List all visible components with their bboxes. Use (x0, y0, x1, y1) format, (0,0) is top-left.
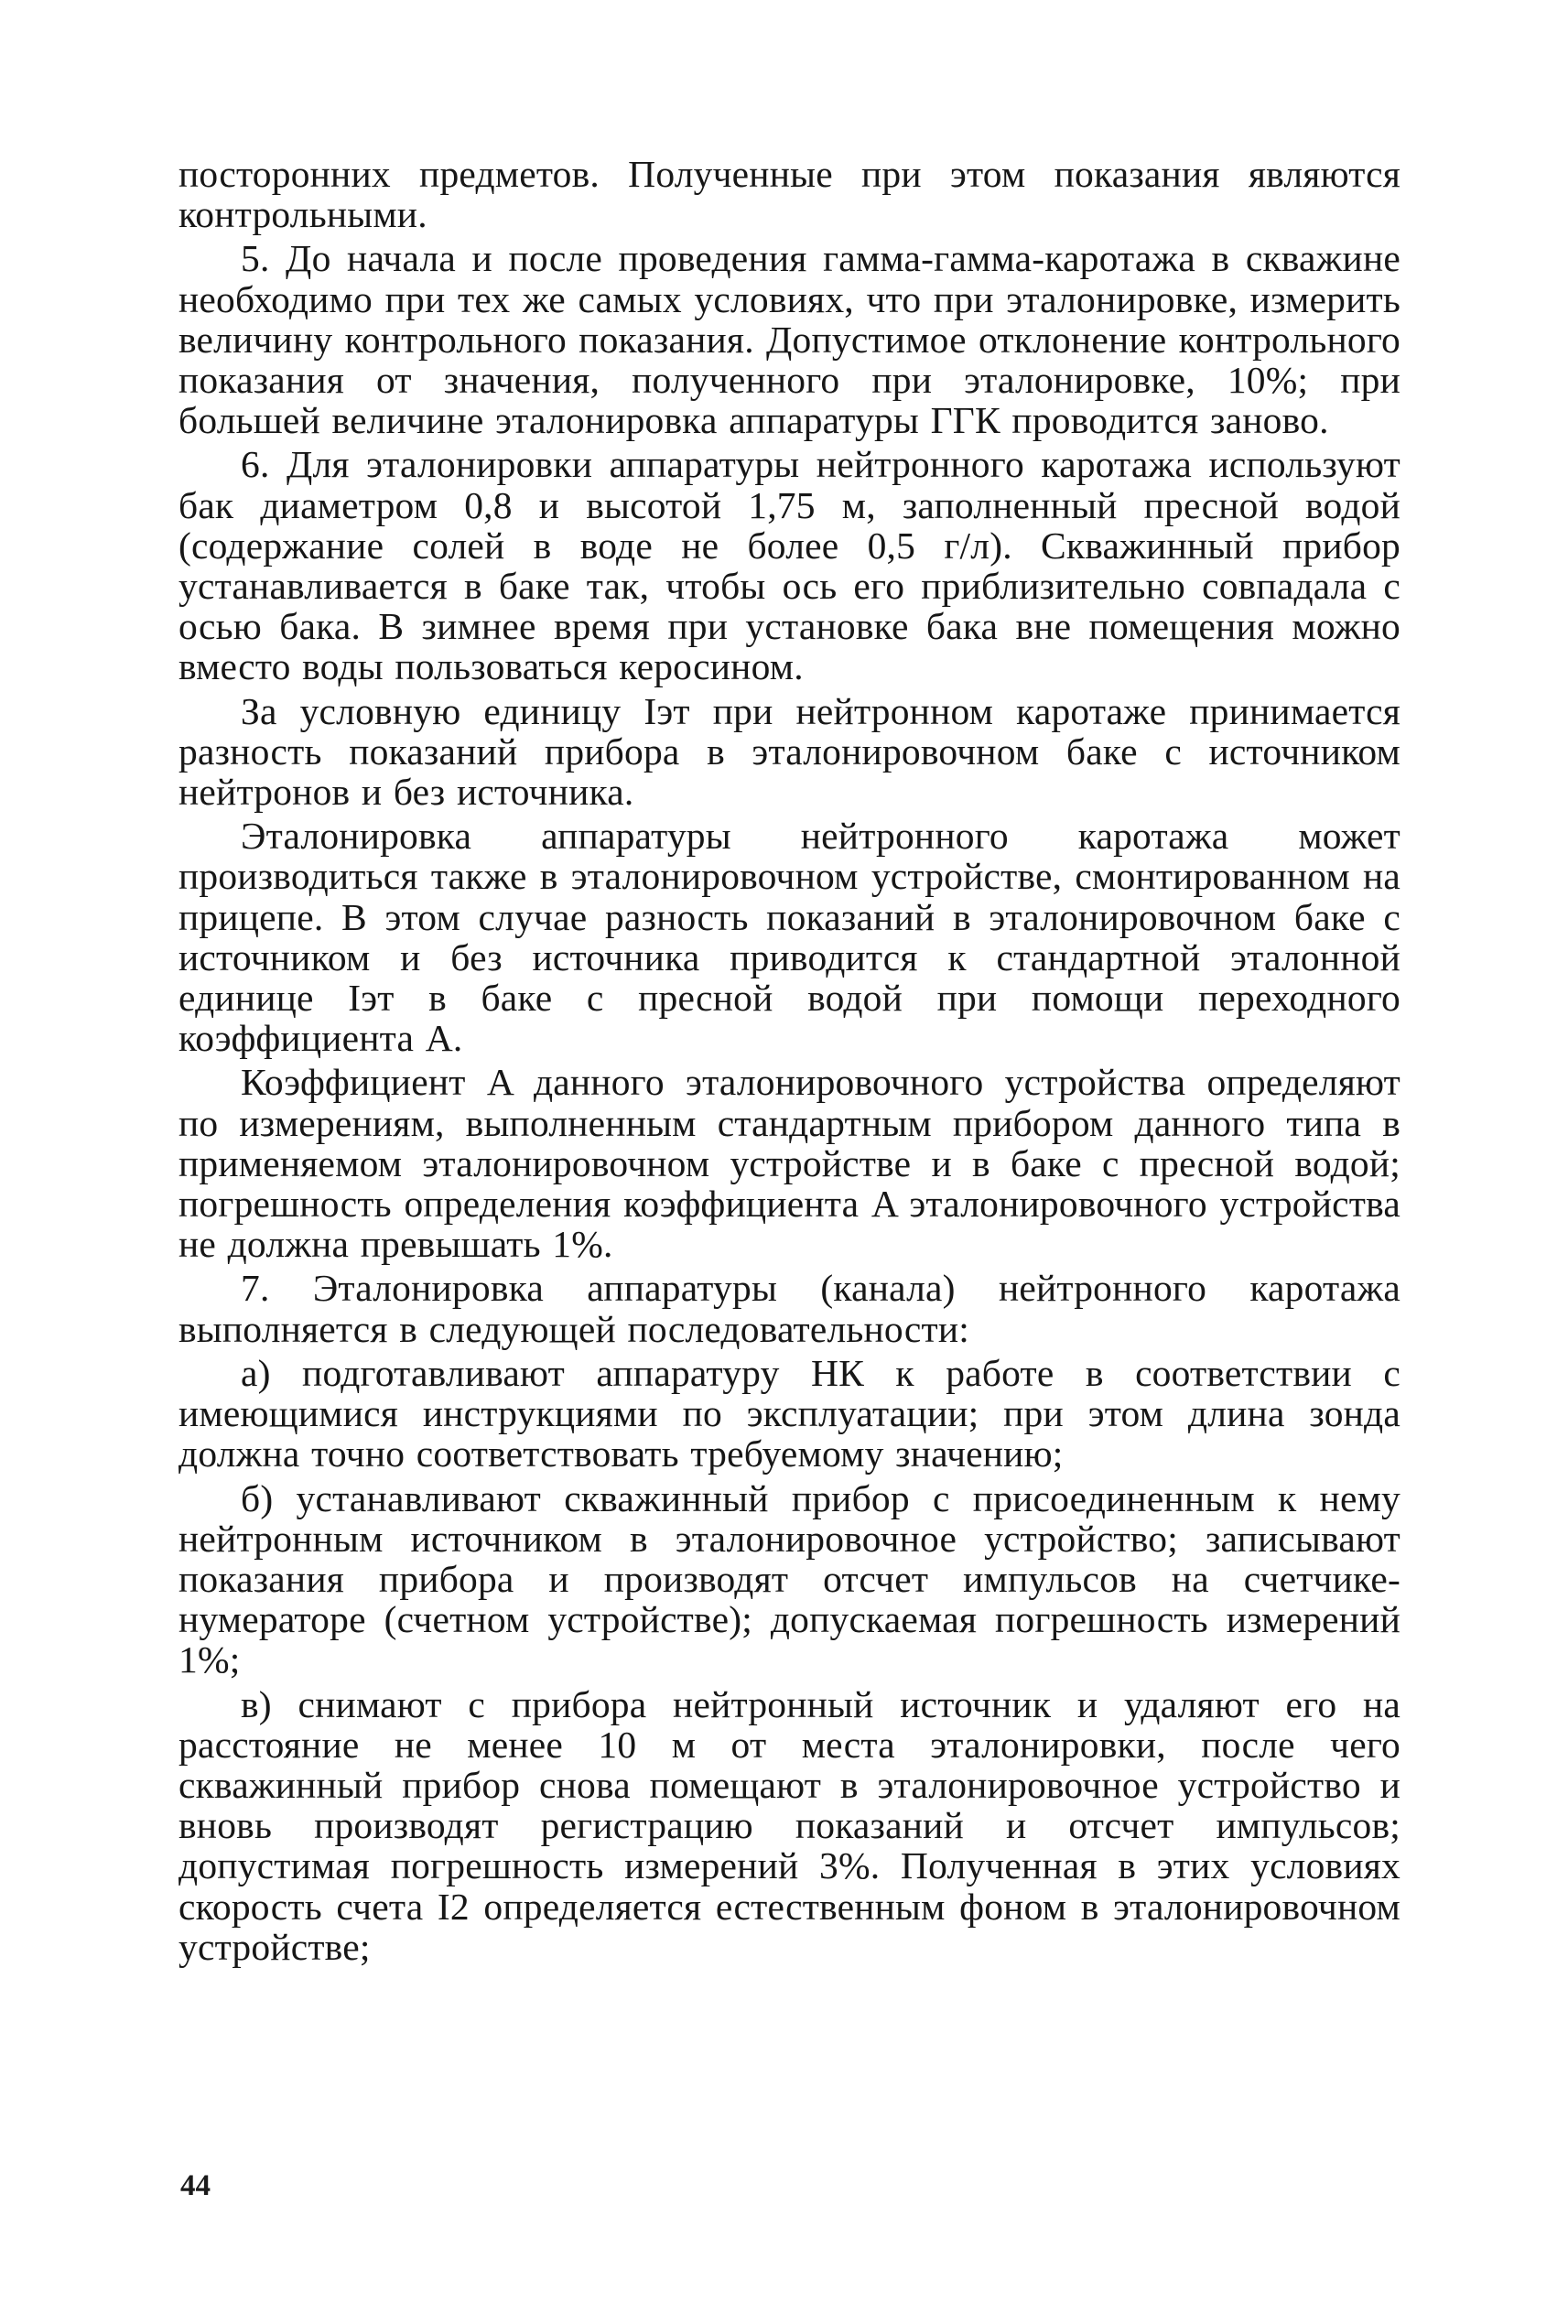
paragraph-coefficient-a: Коэффициент A данного эталонировочного устройства определяют по измерениям, выполненным стандартным прибором данного типа в применяемом эталонировочном устройстве и в баке с пресной водой; погрешность определения коэффициента A эталонировочного устройства не должна превышать 1%. (178, 1061, 1400, 1266)
paragraph-item-7b: б) устанавливают скважинный прибор с присоединенным к нему нейтронным источником в эталонировочное устройство; записывают показания прибора и производят отсчет импульсов на счетчике-нумераторе (счетном устройстве); допускаемая погрешность измерений 1%; (178, 1476, 1400, 1681)
paragraph-continuation: посторонних предметов. Полученные при этом показания являются контрольными. (178, 153, 1400, 236)
paragraph-item-7a: а) подготавливают аппаратуру НК к работе в соответствии с имеющимися инструкциями по эксплуатации; при этом длина зонда должна точно соответствовать требуемому значению; (178, 1351, 1400, 1475)
paragraph-unit-definition: За условную единицу Iэт при нейтронном каротаже принимается разность показаний прибора в эталонировочном баке с источником нейтронов и без источника. (178, 689, 1400, 814)
paragraph-item-7v: в) снимают с прибора нейтронный источник и удаляют его на расстояние не менее 10 м от места эталонировки, после чего скважинный прибор снова помещают в эталонировочное устройство и вновь производят регистрацию показаний и отсчет импульсов; допустимая погрешность измерений 3%. Полученная в этих условиях скорость счета I2 определяется естественным фоном в эталонировочном устройстве; (178, 1682, 1400, 1968)
paragraph-trailer-calibration: Эталонировка аппаратуры нейтронного каротажа может производиться также в эталонировочном устройстве, смонтированном на прицепе. В этом случае разность показаний в эталонировочном баке с источником и без источника приводится к стандартной эталонной единице Iэт в баке с пресной водой при помощи переходного коэффициента A. (178, 815, 1400, 1060)
paragraph-item-6: 6. Для эталонировки аппаратуры нейтронного каротажа используют бак диаметром 0,8 и высотой 1,75 м, заполненный пресной водой (содержание солей в воде не более 0,5 г/л). Скважинный прибор устанавливается в баке так, чтобы ось его приблизительно совпадала с осью бака. В зимнее время при установке бака вне помещения можно вместо воды пользоваться керосином. (178, 443, 1400, 688)
paragraph-item-7: 7. Эталонировка аппаратуры (канала) нейтронного каротажа выполняется в следующей последовательности: (178, 1267, 1400, 1350)
text-column (178, 154, 1400, 1967)
paragraph-item-5: 5. До начала и после проведения гамма-гамма-каротажа в скважине необходимо при тех же самых условиях, что при эталонировке, измерить величину контрольного показания. Допустимое отклонение контрольного показания от значения, полученного при эталонировке, 10%; при большей величине эталонировка аппаратуры ГГК проводится заново. (178, 237, 1400, 442)
page-number: 44 (180, 2169, 211, 2202)
